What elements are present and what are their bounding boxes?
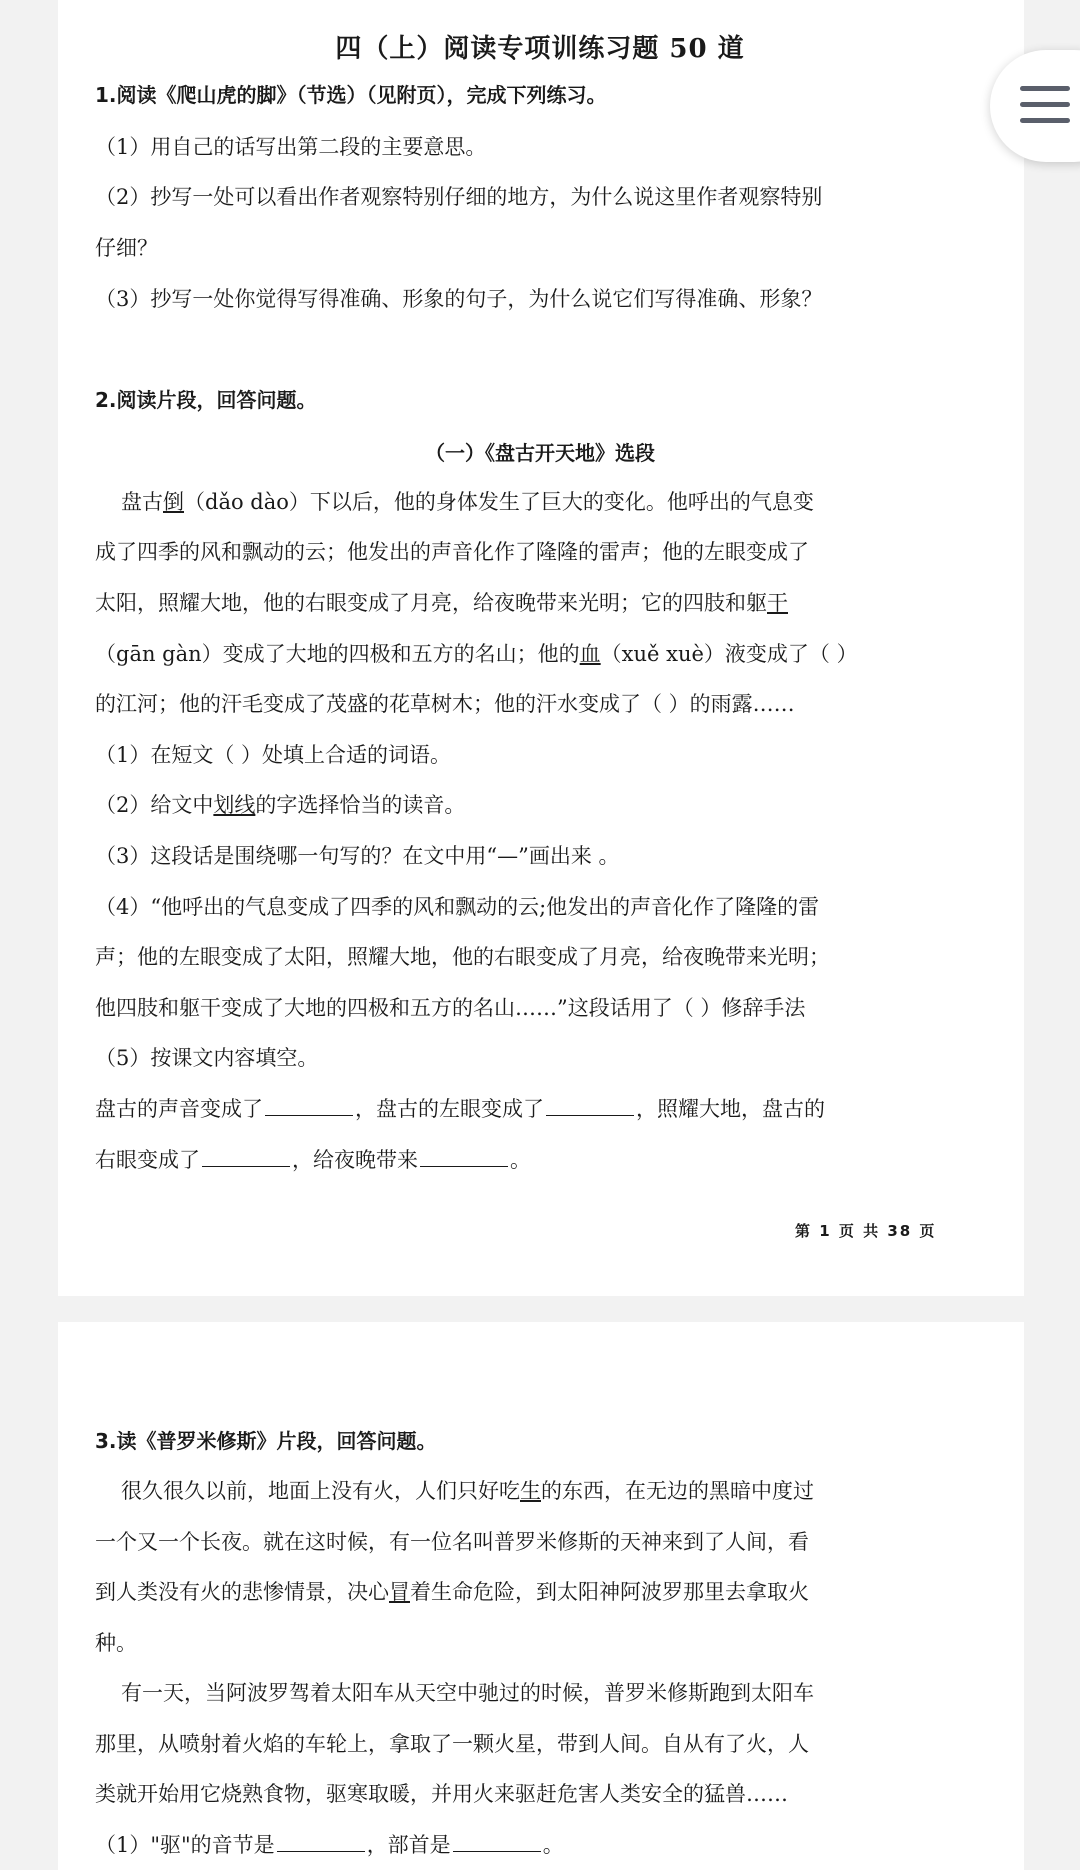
- passage-line-4: （gān gàn）变成了大地的四极和五方的名山；他的血（xuě xuè）液变成了（ ）: [95, 642, 858, 666]
- underlined-char: 冒: [389, 1580, 410, 1604]
- passage-line-3: 太阳，照耀大地，他的右眼变成了月亮，给夜晚带来光明；它的四肢和躯干: [95, 591, 788, 615]
- question-3-sub-1: （1）"驱"的音节是 ，部首是 。: [95, 1833, 564, 1857]
- underlined-char: 倒: [163, 490, 184, 514]
- answer-blank: [265, 1097, 353, 1116]
- underlined-char: 生: [520, 1479, 541, 1503]
- passage-3-line-5: 有一天，当阿波罗驾着太阳车从天空中驰过的时候，普罗米修斯跑到太阳车: [121, 1681, 814, 1705]
- question-2-sub-4a: （4）“他呼出的气息变成了四季的风和飘动的云;他发出的声音化作了隆隆的雷: [95, 895, 820, 919]
- answer-blank: [202, 1148, 290, 1167]
- answer-blank: [420, 1148, 508, 1167]
- question-1-sub-2a: （2）抄写一处可以看出作者观察特别仔细的地方，为什么说这里作者观察特别: [95, 185, 823, 209]
- passage-3-line-1: 很久很久以前，地面上没有火，人们只好吃生的东西，在无边的黑暗中度过: [121, 1479, 814, 1503]
- question-1-heading: 1.阅读《爬山虎的脚》（节选）（见附页），完成下列练习。: [95, 83, 607, 107]
- question-1-sub-2b: 仔细？: [95, 236, 158, 260]
- passage-3-line-7: 类就开始用它烧熟食物，驱寒取暖，并用火来驱赶危害人类安全的猛兽……: [95, 1782, 788, 1806]
- question-2-heading: 2.阅读片段，回答问题。: [95, 388, 317, 412]
- answer-blank: [453, 1833, 541, 1852]
- passage-line-1: 盘古倒（dǎo dào）下以后，他的身体发生了巨大的变化。他呼出的气息变: [121, 490, 814, 514]
- fill-blank-line-2: 右眼变成了 ，给夜晚带来 。: [95, 1148, 531, 1172]
- passage-3-line-4: 种。: [95, 1631, 137, 1655]
- fill-blank-line-1: 盘古的声音变成了 ，盘古的左眼变成了 ，照耀大地，盘古的: [95, 1097, 825, 1121]
- passage-3-line-6: 那里，从喷射着火焰的车轮上，拿取了一颗火星，带到人间。自从有了火，人: [95, 1732, 809, 1756]
- answer-blank: [277, 1833, 365, 1852]
- question-2-sub-4b: 声；他的左眼变成了太阳，照耀大地，他的右眼变成了月亮，给夜晚带来光明；: [95, 945, 830, 969]
- question-1-sub-3: （3）抄写一处你觉得写得准确、形象的句子，为什么说它们写得准确、形象？: [95, 287, 823, 311]
- answer-blank: [546, 1097, 634, 1116]
- question-2-sub-4c: 他四肢和躯干变成了大地的四极和五方的名山……”这段话用了（ ）修辞手法: [95, 996, 806, 1020]
- underlined-text: 划线: [213, 793, 256, 817]
- question-2-sub-3: （3）这段话是围绕哪一句写的？在文中用“—”画出来 。: [95, 844, 620, 868]
- passage-3-line-3: 到人类没有火的悲惨情景，决心冒着生命危险，到太阳神阿波罗那里去拿取火: [95, 1580, 809, 1604]
- question-1-sub-1: （1）用自己的话写出第二段的主要意思。: [95, 135, 487, 159]
- page-number: 第 1 页 共 38 页: [795, 1222, 937, 1240]
- passage-line-2: 成了四季的风和飘动的云；他发出的声音化作了隆隆的雷声；他的左眼变成了: [95, 540, 809, 564]
- passage-line-5: 的江河；他的汗毛变成了茂盛的花草树木；他的汗水变成了（ ）的雨露……: [95, 692, 795, 716]
- passage-3-line-2: 一个又一个长夜。就在这时候，有一位名叫普罗米修斯的天神来到了人间，看: [95, 1530, 809, 1554]
- question-2-sub-1: （1）在短文（ ）处填上合适的词语。: [95, 743, 452, 767]
- question-2-sub-5: （5）按课文内容填空。: [95, 1046, 319, 1070]
- document-title: 四（上）阅读专项训练习题 50 道: [335, 34, 745, 64]
- passage-subtitle: （一）《盘古开天地》选段: [425, 441, 655, 465]
- underlined-char: 血: [579, 642, 601, 666]
- underlined-char: 干: [767, 591, 788, 615]
- question-3-heading: 3.读《普罗米修斯》片段，回答问题。: [95, 1429, 437, 1453]
- question-2-sub-2: （2）给文中划线的字选择恰当的读音。: [95, 793, 466, 817]
